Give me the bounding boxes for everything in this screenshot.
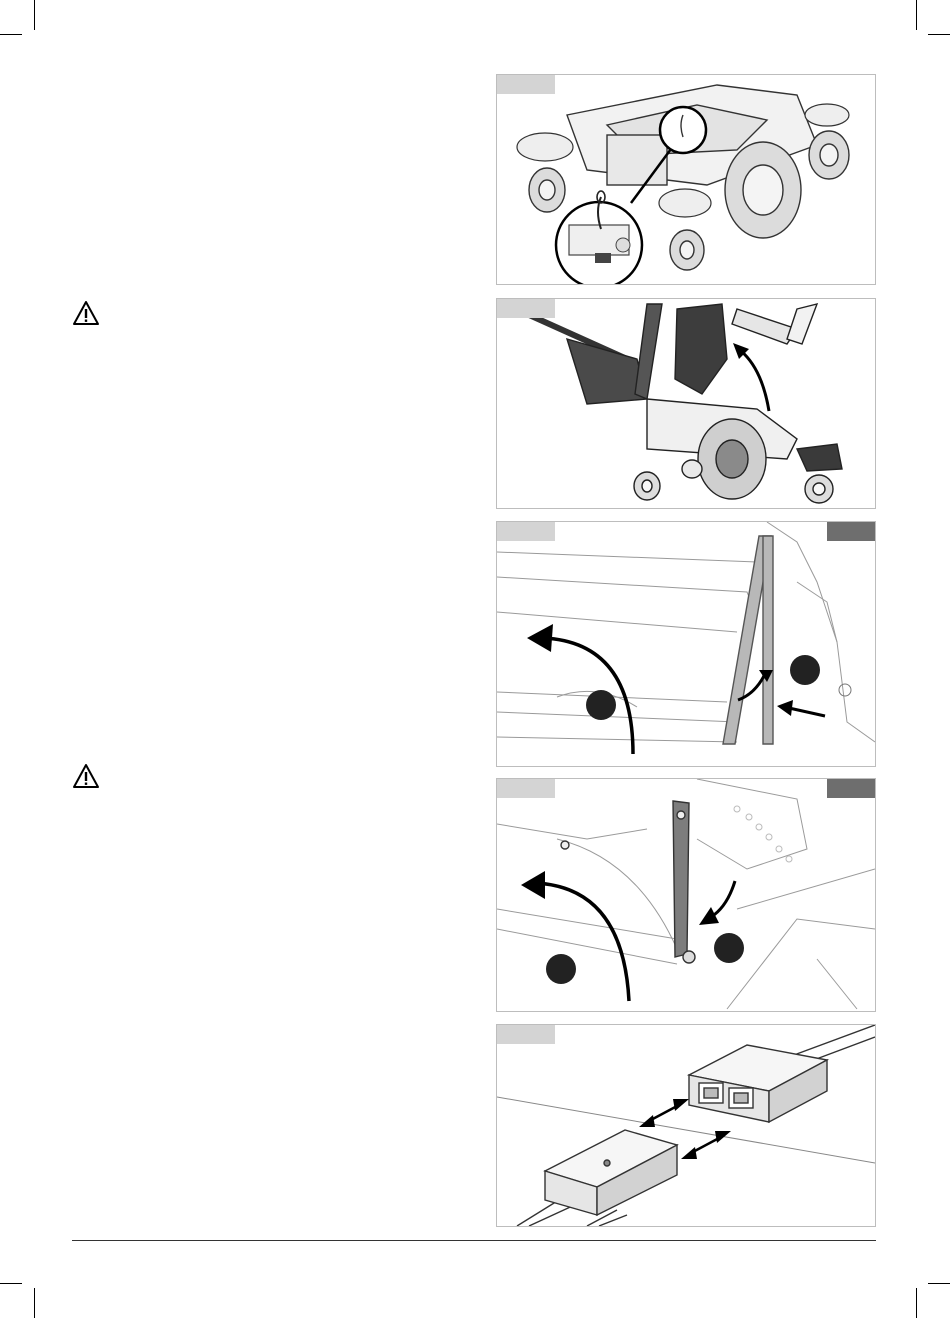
crop-mark: [34, 0, 35, 30]
warning-triangle-icon: [72, 763, 100, 789]
warning-triangle-icon: [72, 300, 100, 326]
figure-tab-dark: [827, 522, 875, 541]
crop-mark: [928, 34, 950, 35]
footer-rule: [72, 1240, 876, 1241]
crop-mark: [916, 1288, 917, 1318]
figure-tab: [497, 75, 555, 94]
crop-mark: [0, 34, 22, 35]
figure-tab: [497, 299, 555, 318]
figure-wheelchair-base: [496, 74, 876, 285]
figure-tab-dark: [827, 779, 875, 798]
figure-seat-support-engage: [496, 778, 876, 1012]
figure-seat-support-release: [496, 521, 876, 767]
figure-tab: [497, 522, 555, 541]
figure-seat-tilt: [496, 298, 876, 509]
crop-mark: [0, 1283, 22, 1284]
crop-mark: [916, 0, 917, 30]
figure-tab: [497, 779, 555, 798]
figure-battery-connectors: [496, 1024, 876, 1227]
figure-tab: [497, 1025, 555, 1044]
crop-mark: [928, 1283, 950, 1284]
crop-mark: [34, 1288, 35, 1318]
